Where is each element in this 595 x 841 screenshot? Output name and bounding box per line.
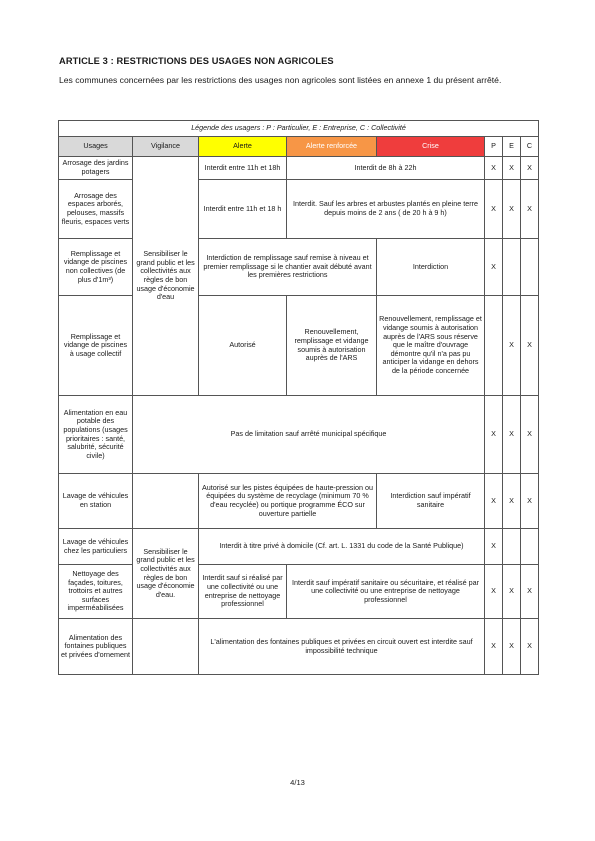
vigilance-cell [133, 474, 199, 529]
table-header-row [59, 137, 539, 157]
usage-cell: Arrosage des espaces arborés, pelouses, massifs fleuris, espaces verts [59, 180, 133, 239]
e-mark: X [503, 619, 521, 675]
alerte-cell: Interdit entre 11h et 18 h [199, 180, 287, 239]
renforcee-cell: Renouvellement, remplissage et vidange soumis à autorisation auprès de l'ARS [287, 296, 377, 396]
usage-cell: Nettoyage des façades, toitures, trottoirs et autres surfaces imperméabilisées [59, 565, 133, 619]
e-mark: X [503, 157, 521, 180]
crise-cell: Renouvellement, remplissage et vidange soumis à autorisation auprès de l'ARS sous réserve que le maître d'ouvrage démontre qu'il n'a pas pu anticiper la vidange en dehors de la période concernée [377, 296, 485, 396]
p-mark: X [485, 565, 503, 619]
header-e: E [503, 137, 521, 157]
header-alerte-renforcee: Alerte renforcée [287, 137, 377, 157]
all-levels-cell: Pas de limitation sauf arrêté municipal spécifique [133, 396, 485, 474]
alerte-renforcee-cell: Interdiction de remplissage sauf remise à niveau et premier remplissage si le chantier avait débuté avant les premières restrictions [199, 239, 377, 296]
header-alerte: Alerte [199, 137, 287, 157]
table-row [59, 239, 539, 296]
e-mark [503, 239, 521, 296]
header-c: C [521, 137, 539, 157]
usage-cell: Remplissage et vidange de piscines non collectives (de plus d'1m³) [59, 239, 133, 296]
header-p: P [485, 137, 503, 157]
p-mark: X [485, 474, 503, 529]
table-legend: Légende des usagers : P : Particulier, E : Entreprise, C : Collectivité [59, 121, 539, 137]
e-mark [503, 529, 521, 565]
c-mark: X [521, 296, 539, 396]
e-mark: X [503, 296, 521, 396]
vigilance-cell [133, 619, 199, 675]
table-row [59, 619, 539, 675]
renforcee-crise-cell: Interdit de 8h à 22h [287, 157, 485, 180]
e-mark: X [503, 180, 521, 239]
intro-paragraph: Les communes concernées par les restrictions des usages non agricoles sont listées en annexe 1 du présent arrêté. [59, 75, 502, 85]
usage-cell: Lavage de véhicules en station [59, 474, 133, 529]
usage-cell: Arrosage des jardins potagers [59, 157, 133, 180]
p-mark: X [485, 239, 503, 296]
table-row [59, 565, 539, 619]
table-row [59, 474, 539, 529]
p-mark [485, 296, 503, 396]
usage-cell: Alimentation des fontaines publiques et privées d'ornement [59, 619, 133, 675]
table-row [59, 296, 539, 396]
c-mark: X [521, 396, 539, 474]
e-mark: X [503, 474, 521, 529]
crise-cell: Interdiction sauf impératif sanitaire [377, 474, 485, 529]
page-number: 4/13 [290, 778, 305, 787]
c-mark: X [521, 180, 539, 239]
table-row [59, 180, 539, 239]
renforcee-crise-cell: Interdit. Sauf les arbres et arbustes plantés en pleine terre depuis moins de 2 ans ( de 20 h à 9 h) [287, 180, 485, 239]
usage-cell: Lavage de véhicules chez les particuliers [59, 529, 133, 565]
c-mark: X [521, 565, 539, 619]
usage-cell: Alimentation en eau potable des populations (usages prioritaires : santé, salubrité, sécurité civile) [59, 396, 133, 474]
restrictions-table [58, 120, 539, 675]
c-mark [521, 239, 539, 296]
p-mark: X [485, 157, 503, 180]
c-mark: X [521, 474, 539, 529]
table-row [59, 529, 539, 565]
usage-cell: Remplissage et vidange de piscines à usage collectif [59, 296, 133, 396]
header-crise: Crise [377, 137, 485, 157]
alerte-cell: Interdit sauf si réalisé par une collectivité ou une entreprise de nettoyage professionnel [199, 565, 287, 619]
alerte-cell: Autorisé [199, 296, 287, 396]
renforcee-crise-cell: Interdit sauf impératif sanitaire ou sécuritaire, et réalisé par une collectivité ou une entreprise de nettoyage professionnel [287, 565, 485, 619]
p-mark: X [485, 180, 503, 239]
p-mark: X [485, 396, 503, 474]
alerte-cell: Interdit entre 11h et 18h [199, 157, 287, 180]
e-mark: X [503, 396, 521, 474]
table-row [59, 396, 539, 474]
vigilance-cell: Sensibiliser le grand public et les collectivités aux règles de bon usage d'économie d'eau. [133, 529, 199, 619]
article-title: ARTICLE 3 : RESTRICTIONS DES USAGES NON AGRICOLES [59, 56, 334, 66]
e-mark: X [503, 565, 521, 619]
vigilance-cell: Sensibiliser le grand public et les collectivités aux règles de bon usage d'économie d'eau [133, 157, 199, 396]
all-levels-cell: L'alimentation des fontaines publiques et privées en circuit ouvert est interdite sauf impossibilité technique [199, 619, 485, 675]
c-mark [521, 529, 539, 565]
alerte-renforcee-cell: Autorisé sur les pistes équipées de haute-pression ou équipées du système de recyclage (minimum 70 % d'eau recyclée) ou portique programme ÉCO sur ouverture partielle [199, 474, 377, 529]
p-mark: X [485, 619, 503, 675]
table-row [59, 157, 539, 180]
crise-cell: Interdiction [377, 239, 485, 296]
c-mark: X [521, 157, 539, 180]
header-vigilance: Vigilance [133, 137, 199, 157]
p-mark: X [485, 529, 503, 565]
header-usages: Usages [59, 137, 133, 157]
c-mark: X [521, 619, 539, 675]
all-levels-cell: Interdit à titre privé à domicile (Cf. art. L. 1331 du code de la Santé Publique) [199, 529, 485, 565]
